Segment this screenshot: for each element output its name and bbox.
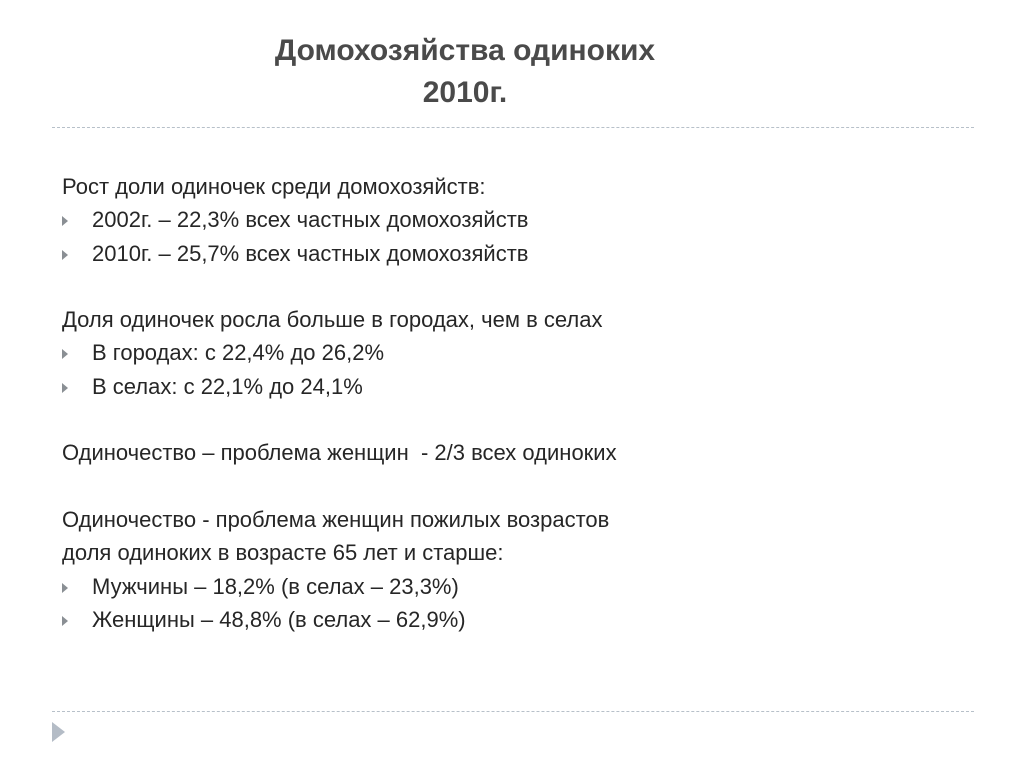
bullet-text: В городах: с 22,4% до 26,2% xyxy=(92,340,385,366)
bullet-text: 2002г. – 22,3% всех частных домохозяйств xyxy=(92,207,529,233)
bullet-item xyxy=(62,203,962,236)
triangle-bullet-icon xyxy=(62,349,68,359)
slide-title xyxy=(150,30,780,114)
block-3-heading: Одиночество – проблема женщин - 2/3 всех одиноких xyxy=(62,440,617,466)
top-divider xyxy=(52,127,974,128)
bullet-text: Мужчины – 18,2% (в селах – 23,3%) xyxy=(92,573,459,599)
triangle-bullet-icon xyxy=(62,216,68,226)
play-arrow-icon[interactable] xyxy=(52,722,65,742)
triangle-bullet-icon xyxy=(62,616,68,626)
bullet-text: Женщины – 48,8% (в селах – 62,9%) xyxy=(92,606,466,632)
slide-body xyxy=(62,170,962,636)
triangle-bullet-icon xyxy=(62,583,68,593)
bullet-text: 2010г. – 25,7% всех частных домохозяйств xyxy=(92,240,529,266)
bullet-item xyxy=(62,603,962,636)
spacer xyxy=(62,270,962,303)
title-line-2: 2010г. xyxy=(422,76,508,109)
spacer xyxy=(62,470,962,503)
bullet-item xyxy=(62,336,962,369)
bullet-item xyxy=(62,237,962,270)
title-line-1: Домохозяйства одиноких xyxy=(274,34,656,67)
block-4-subheading: доля одиноких в возрасте 65 лет и старше: xyxy=(62,540,504,566)
bullet-item xyxy=(62,370,962,403)
bullet-text: В селах: с 22,1% до 24,1% xyxy=(92,373,363,399)
triangle-bullet-icon xyxy=(62,250,68,260)
block-2-heading: Доля одиночек росла больше в городах, чем в селах xyxy=(62,307,603,333)
block-4-heading: Одиночество - проблема женщин пожилых возрастов xyxy=(62,506,610,532)
triangle-bullet-icon xyxy=(62,383,68,393)
bullet-item xyxy=(62,570,962,603)
block-1-heading: Рост доли одиночек среди домохозяйств: xyxy=(62,174,486,199)
spacer xyxy=(62,403,962,436)
bottom-divider xyxy=(52,711,974,712)
